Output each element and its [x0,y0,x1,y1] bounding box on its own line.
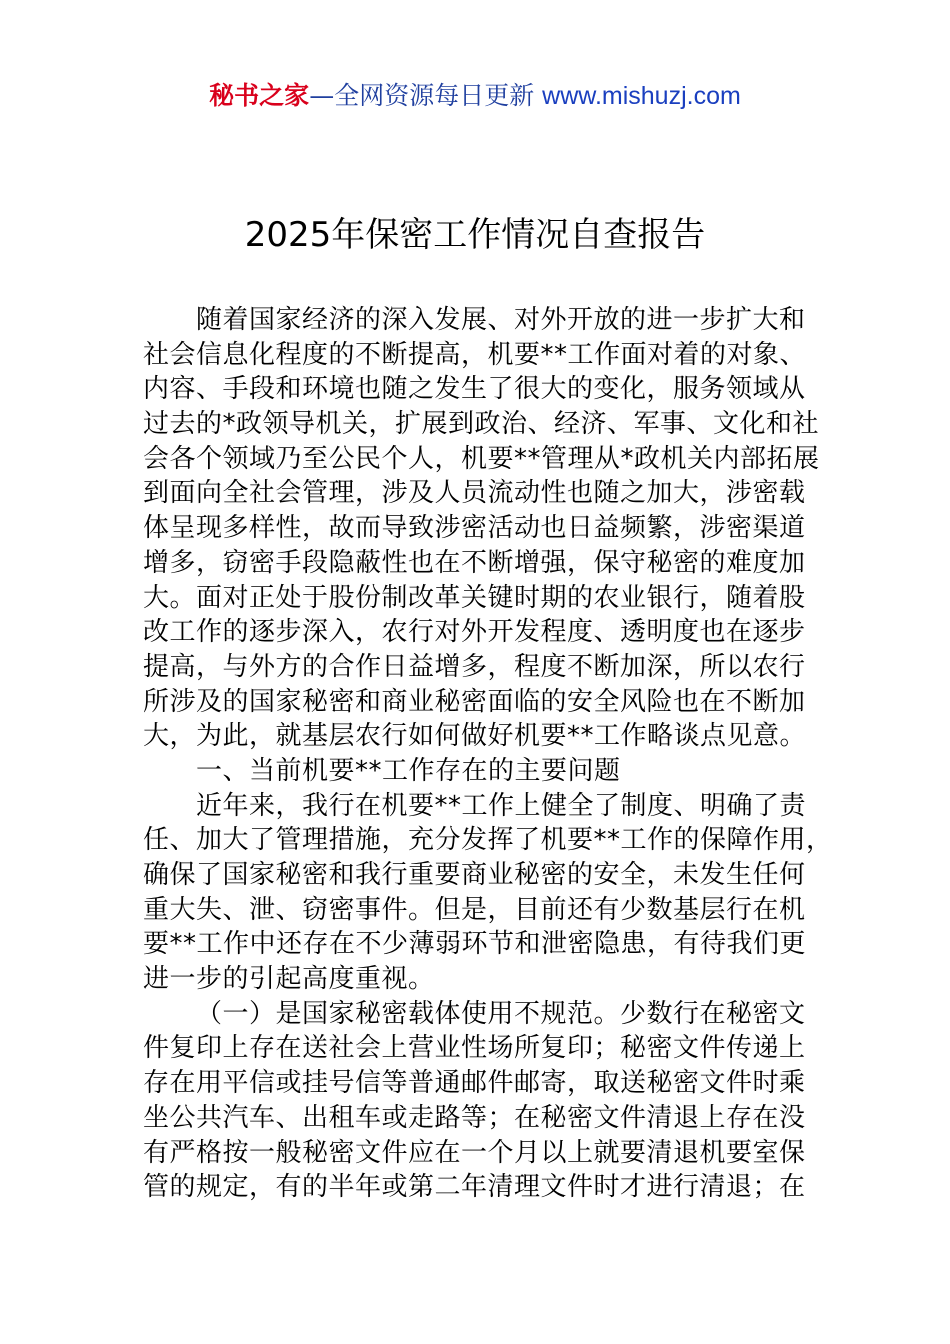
paragraph-line: 所涉及的国家秘密和商业秘密面临的安全风险也在不断加 [143,686,806,717]
paragraph-line: 改工作的逐步深入，农行对外开发程度、透明度也在逐步 [143,617,806,648]
paragraph-line: 任、加大了管理措施，充分发挥了机要**工作的保障作用， [143,825,833,856]
paragraph-line: 重大失、泄、窃密事件。但是，目前还有少数基层行在机 [143,894,806,925]
paragraph-line: 进一步的引起高度重视。 [143,964,435,995]
paragraph-line: 大，为此，就基层农行如何做好机要**工作略谈点见意。 [143,721,807,752]
paragraph-line: 内容、手段和环境也随之发生了很大的变化，服务领域从 [143,374,806,405]
paragraph-line: 近年来，我行在机要**工作上健全了制度、明确了责 [196,790,807,821]
site-url-link[interactable]: www.mishuzj.com [542,82,741,110]
paragraph-line: 确保了国家秘密和我行重要商业秘密的安全，未发生任何 [143,860,806,890]
paragraph-line: 体呈现多样性，故而导致涉密活动也日益频繁，涉密渠道 [143,513,806,544]
paragraph-line: 有严格按一般秘密文件应在一个月以上就要清退机要室保 [143,1137,806,1168]
paragraph-line: 件复印上存在送社会上营业性场所复印；秘密文件传递上 [143,1033,806,1064]
document-body [143,303,833,1205]
section-heading: 一、当前机要**工作存在的主要问题 [196,755,621,786]
paragraph-line: 过去的*政领导机关，扩展到政治、经济、军事、文化和社 [143,409,820,440]
site-header [0,78,950,114]
paragraph-line: 管的规定，有的半年或第二年清理文件时才进行清退；在 [143,1172,806,1203]
paragraph-line: 存在用平信或挂号信等普通邮件邮寄，取送秘密文件时乘 [143,1068,806,1099]
document-title: 2025年保密工作情况自查报告 [244,215,706,255]
paragraph-line: 会各个领域乃至公民个人，机要**管理从*政机关内部拓展 [143,443,820,474]
paragraph-line: 提高，与外方的合作日益增多，程度不断加深，所以农行 [143,651,806,682]
paragraph-line: 社会信息化程度的不断提高，机要**工作面对着的对象、 [143,339,807,370]
brand-name: 秘书之家 [209,81,310,110]
paragraph-line: 到面向全社会管理，涉及人员流动性也随之加大，涉密载 [143,478,806,509]
paragraph-line: 增多，窃密手段隐蔽性也在不断增强，保守秘密的难度加 [143,547,806,578]
paragraph-line: 大。面对正处于股份制改革关键时期的农业银行，随着股 [143,582,806,613]
paragraph-line: 要**工作中还存在不少薄弱环节和泄密隐患，有待我们更 [143,929,807,960]
paragraph-line: （一）是国家秘密载体使用不规范。少数行在秘密文 [196,998,806,1029]
header-slogan: —全网资源每日更新 [309,81,535,110]
paragraph-line: 坐公共汽车、出租车或走路等；在秘密文件清退上存在没 [143,1102,806,1133]
paragraph-line: 随着国家经济的深入发展、对外开放的进一步扩大和 [196,305,806,335]
